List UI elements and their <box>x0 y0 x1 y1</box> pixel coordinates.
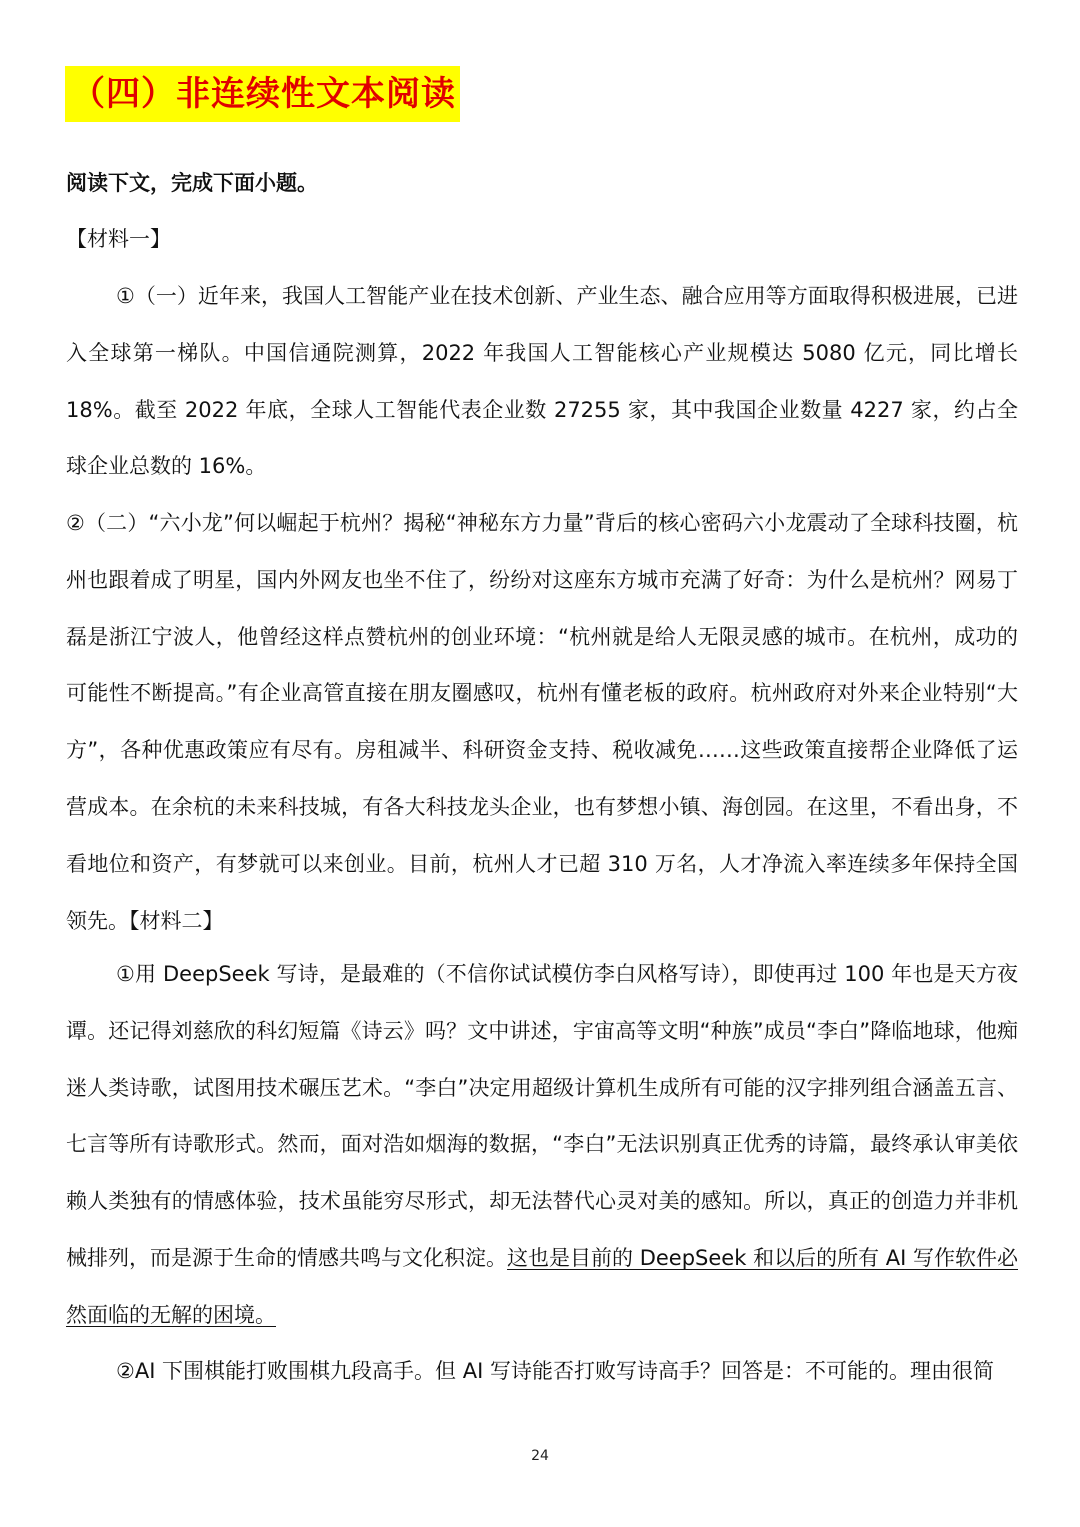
section-title: （四）非连续性文本阅读 <box>65 66 460 122</box>
material-one-paragraph-2-text: ②（二）“六小龙”何以崛起于杭州？揭秘“神秘东方力量”背后的核心密码六小龙震动了全球科技圈，杭州也跟着成了明星，国内外网友也坐不住了，纷纷对这座东方城市充满了好奇：为什么是杭州？网易丁磊是浙江宁波人，他曾经这样点赞杭州的创业环境：“杭州就是给人无限灵感的城市。在杭州，成功的可能性不断提高。”有企业高管直接在朋友圈感叹，杭州有懂老板的政府。杭州政府对外来企业特别“大方”，各种优惠政策应有尽有。房租减半、科研资金支持、税收减免……这些政策直接帮企业降低了运营成本。在余杭的未来科技城，有各大科技龙头企业，也有梦想小镇、海创园。在这里，不看出身，不看地位和资产，有梦就可以来创业。目前，杭州人才已超 310 万名，人才净流入率连续多年保持全国领先。 <box>66 511 1018 933</box>
instruction: 阅读下文，完成下面小题。 <box>66 171 318 195</box>
material-one-paragraph-2 <box>66 495 1018 949</box>
page-number: 24 <box>531 1448 549 1464</box>
material-two-label: 【材料二】 <box>129 908 224 933</box>
material-two-paragraph-2: ②AI 下围棋能打败围棋九段高手。但 AI 写诗能否打败写诗高手？回答是：不可能的。理由很简 <box>116 1359 994 1383</box>
material-one-label: 【材料一】 <box>66 227 171 251</box>
underlined-sentence: 这也是目前的 DeepSeek 和以后的所有 AI 写作软件必然面临的无解的困境。 <box>66 1245 1018 1327</box>
material-two-paragraph-1-text: ①用 DeepSeek 写诗，是最难的（不信你试试模仿李白风格写诗），即使再过 100 年也是天方夜谭。还记得刘慈欣的科幻短篇《诗云》吗？文中讲述，宇宙高等文明“种族”成员“李白”降临地球，他痴迷人类诗歌，试图用技术碾压艺术。“李白”决定用超级计算机生成所有可能的汉字排列组合涵盖五言、七言等所有诗歌形式。然而，面对浩如烟海的数据，“李白”无法识别真正优秀的诗篇，最终承认审美依赖人类独有的情感体验，技术虽能穷尽形式，却无法替代心灵对美的感知。所以，真正的创造力并非机械排列，而是源于生命的情感共鸣与文化积淀。 <box>66 962 1018 1270</box>
material-one-paragraph-1: ①（一）近年来，我国人工智能产业在技术创新、产业生态、融合应用等方面取得积极进展，已进入全球第一梯队。中国信通院测算，2022 年我国人工智能核心产业规模达 5080 亿元，同比增长 18%。截至 2022 年底，全球人工智能代表企业数 27255 家，其中我国企业数量 4227 家，约占全球企业总数的 16%。 <box>66 284 1018 479</box>
material-two-paragraph-1 <box>66 946 1018 1344</box>
